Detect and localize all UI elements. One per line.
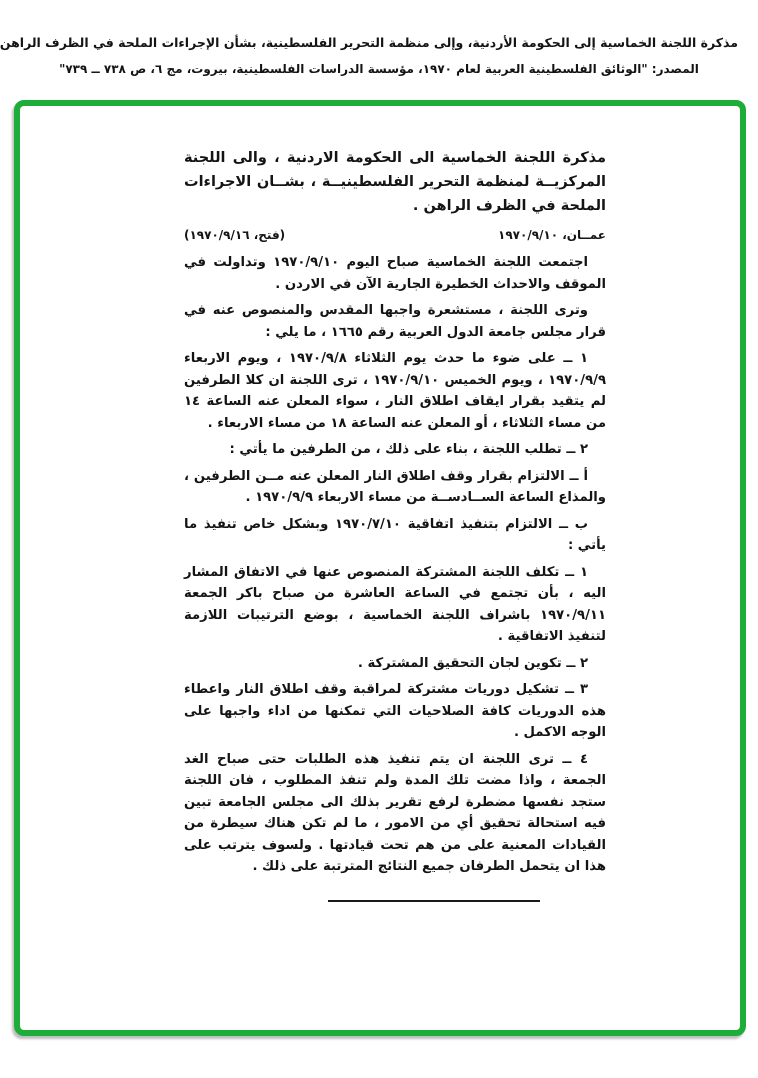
bibliographic-header (0, 30, 758, 82)
paragraph-intro: اجتمعت اللجنة الخماسية صباح اليوم ١٩٧٠/٩/١٠ وتداولت في الموقف والاحداث الخطيرة الجارية الآن في الاردن . (184, 255, 606, 292)
paragraph-item-2: ٢ ــ تطلب اللجنة ، بناء على ذلك ، من الطرفين ما يأتي : (229, 442, 588, 457)
document-frame (14, 100, 746, 1036)
paragraph-committee-view: وترى اللجنة ، مستشعرة واجبها المقدس والمنصوص عنه في قرار مجلس جامعة الدول العربية رقم ١٦٦٥ ، ما يلي : (184, 303, 606, 340)
paragraph-sub-3: ٣ ــ تشكيل دوريات مشتركة لمراقبة وقف اطلاق النار واعطاء هذه الدوريات كافة الصلاحيات التي تمكنها من اداء واجبها على الوجه الاكمل . (184, 682, 606, 740)
document-scan (184, 146, 606, 902)
paragraph-item-2b: ب ــ الالتزام بتنفيذ اتفاقية ١٩٧٠/٧/١٠ وبشكل خاص تنفيذ ما يأتي : (184, 516, 606, 553)
closing-rule (328, 900, 540, 902)
paragraph-item-2a: أ ــ الالتزام بقرار وقف اطلاق النار المعلن عنه مــن الطرفين ، والمذاع الساعة الســادســة من مساء الاربعاء ١٩٧٠/٩/٩ . (184, 468, 606, 505)
date-row (184, 228, 606, 242)
paragraph-sub-2: ٢ ــ تكوين لجان التحقيق المشتركة . (357, 655, 588, 671)
agency-date: (فتح، ١٩٧٠/٩/١٦) (184, 228, 286, 242)
header-title: مذكرة اللجنة الخماسية إلى الحكومة الأردنية، وإلى منظمة التحرير الفلسطينية، بشأن الإجراءات الملحة في الظرف الراهن (0, 35, 738, 50)
paragraph-item-1: ١ ــ على ضوء ما حدث يوم الثلاثاء ١٩٧٠/٩/٨ ، ويوم الاربعاء ١٩٧٠/٩/٩ ، ويوم الخميس ١٩٧٠/٩/١٠ ، ترى اللجنة ان كلا الطرفين لم يتقيد بقرار ايقاف اطلاق النار ، سواء المعلن عنه الساعة ١٤ من مساء الثلاثاء ، أو المعلن عنه الساعة ١٨ من مساء الاربعاء . (184, 351, 606, 431)
document-title: مذكرة اللجنة الخماسية الى الحكومة الاردنية ، والى اللجنة المركزيــة لمنظمة التحرير الفلسطينيــة ، بشــان الاجراءات الملحة في الظرف الراهن . (184, 150, 606, 214)
place-date: عمــان، ١٩٧٠/٩/١٠ (498, 228, 606, 242)
paragraph-sub-1: ١ ــ تكلف اللجنة المشتركة المنصوص عنها في الاتفاق المشار اليه ، بأن تجتمع في الساعة العاشرة من صباح باكر الجمعة ١٩٧٠/٩/١١ باشراف اللجنة الخماسية ، بوضع الترتيبات اللازمة لتنفيذ الاتفاقية . (184, 564, 606, 644)
document-body (184, 252, 606, 878)
paragraph-item-4: ٤ ــ ترى اللجنة ان يتم تنفيذ هذه الطلبات حتى صباح الغد الجمعة ، واذا مضت تلك المدة ولم تنفذ المطلوب ، فان اللجنة ستجد نفسها مضطرة لرفع تقرير بذلك الى مجلس الجامعة تبين فيه استحالة تحقيق أي من الامور ، ما لم تكن هناك سيطرة من القيادات المعنية على من هم تحت قيادتها . ولسوف يترتب على هذا ان يتحمل الطرفان جميع النتائج المترتبة على ذلك . (184, 751, 606, 874)
header-source: المصدر: "الوثائق الفلسطينية العربية لعام ١٩٧٠، مؤسسة الدراسات الفلسطينية، بيروت، مج ٦، ص ٧٣٨ ــ ٧٣٩" (59, 62, 699, 76)
